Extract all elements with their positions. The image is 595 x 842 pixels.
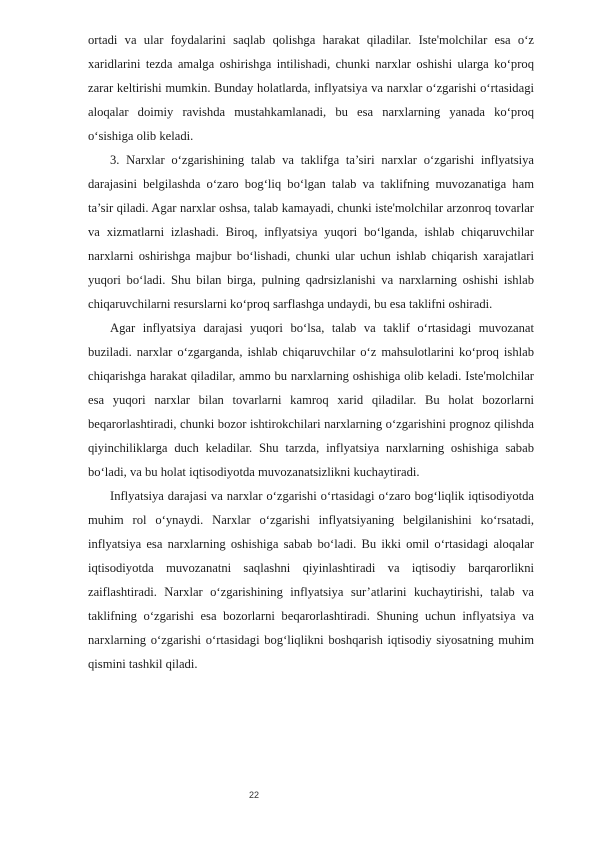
- paragraph-continuation: ortadi va ular foydalarini saqlab qolishga harakat qiladilar. Iste'molchilar esa o‘z xaridlarini tezda amalga oshirishga intilishadi, chunki narxlar oshishi ularga ko‘proq zarar keltirishi mumkin. Bunday holatlarda, inflyatsiya va narxlar o‘zgarishi o‘rtasidagi aloqalar doimiy ravishda mustahkamlanadi, bu esa narxlarning yanada ko‘proq o‘sishiga olib keladi.: [88, 33, 534, 143]
- paragraph-equilibrium: Agar inflyatsiya darajasi yuqori bo‘lsa, talab va taklif o‘rtasidagi muvozanat buziladi. narxlar o‘zgarganda, ishlab chiqaruvchilar o‘z mahsulotlarini ko‘proq ishlab chiqarishga harakat qiladilar, ammo bu narxlarning oshishiga olib keladi. Iste'molchilar esa yuqori narxlar bilan tovarlarni kamroq xarid qiladilar. Bu holat bozorlarni beqarorlashtiradi, chunki bozor ishtirokchilari narxlarning o‘zgarishini prognoz qilishda qiyinchiliklarga duch keladilar. Shu tarzda, inflyatsiya narxlarning oshishiga sabab bo‘ladi, va bu holat iqtisodiyotda muvozanatsizlikni kuchaytiradi.: [88, 321, 534, 479]
- page-number: 22: [248, 790, 259, 800]
- paragraph-conclusion: Inflyatsiya darajasi va narxlar o‘zgarishi o‘rtasidagi o‘zaro bog‘liqlik iqtisodiyotda muhim rol o‘ynaydi. Narxlar o‘zgarishi inflyatsiyaning belgilanishini ko‘rsatadi, inflyatsiya esa narxlarning oshishiga sabab bo‘ladi. Bu ikki omil o‘rtasidagi aloqalar iqtisodiyotda muvozanatni saqlashni qiyinlashtiradi va iqtisodiy barqarorlikni zaiflashtiradi. Narxlar o‘zgarishining inflyatsiya sur’atlarini kuchaytirishi, talab va taklifning o‘zgarishi esa bozorlarni beqarorlashtiradi. Shuning uchun inflyatsiya va narxlarning o‘zgarishi o‘rtasidagi bog‘liqlikni boshqarish iqtisodiy siyosatning muhim qismini tashkil qiladi.: [88, 489, 534, 671]
- document-page: [88, 28, 534, 676]
- paragraph-demand-supply: 3. Narxlar o‘zgarishining talab va taklifga ta’siri narxlar o‘zgarishi inflyatsiya darajasini belgilashda o‘zaro bog‘liq bo‘lgan talab va taklifning muvozanatiga ham ta’sir qiladi. Agar narxlar oshsa, talab kamayadi, chunki iste'molchilar arzonroq tovarlar va xizmatlarni izlashadi. Biroq, inflyatsiya yuqori bo‘lganda, ishlab chiqaruvchilar narxlarni oshirishga majbur bo‘lishadi, chunki ular uchun ishlab chiqarish xarajatlari yuqori bo‘ladi. Shu bilan birga, pulning qadrsizlanishi va narxlarning oshishi ishlab chiqaruvchilarni resurslarni ko‘proq sarflashga undaydi, bu esa taklifni oshiradi.: [88, 153, 534, 311]
